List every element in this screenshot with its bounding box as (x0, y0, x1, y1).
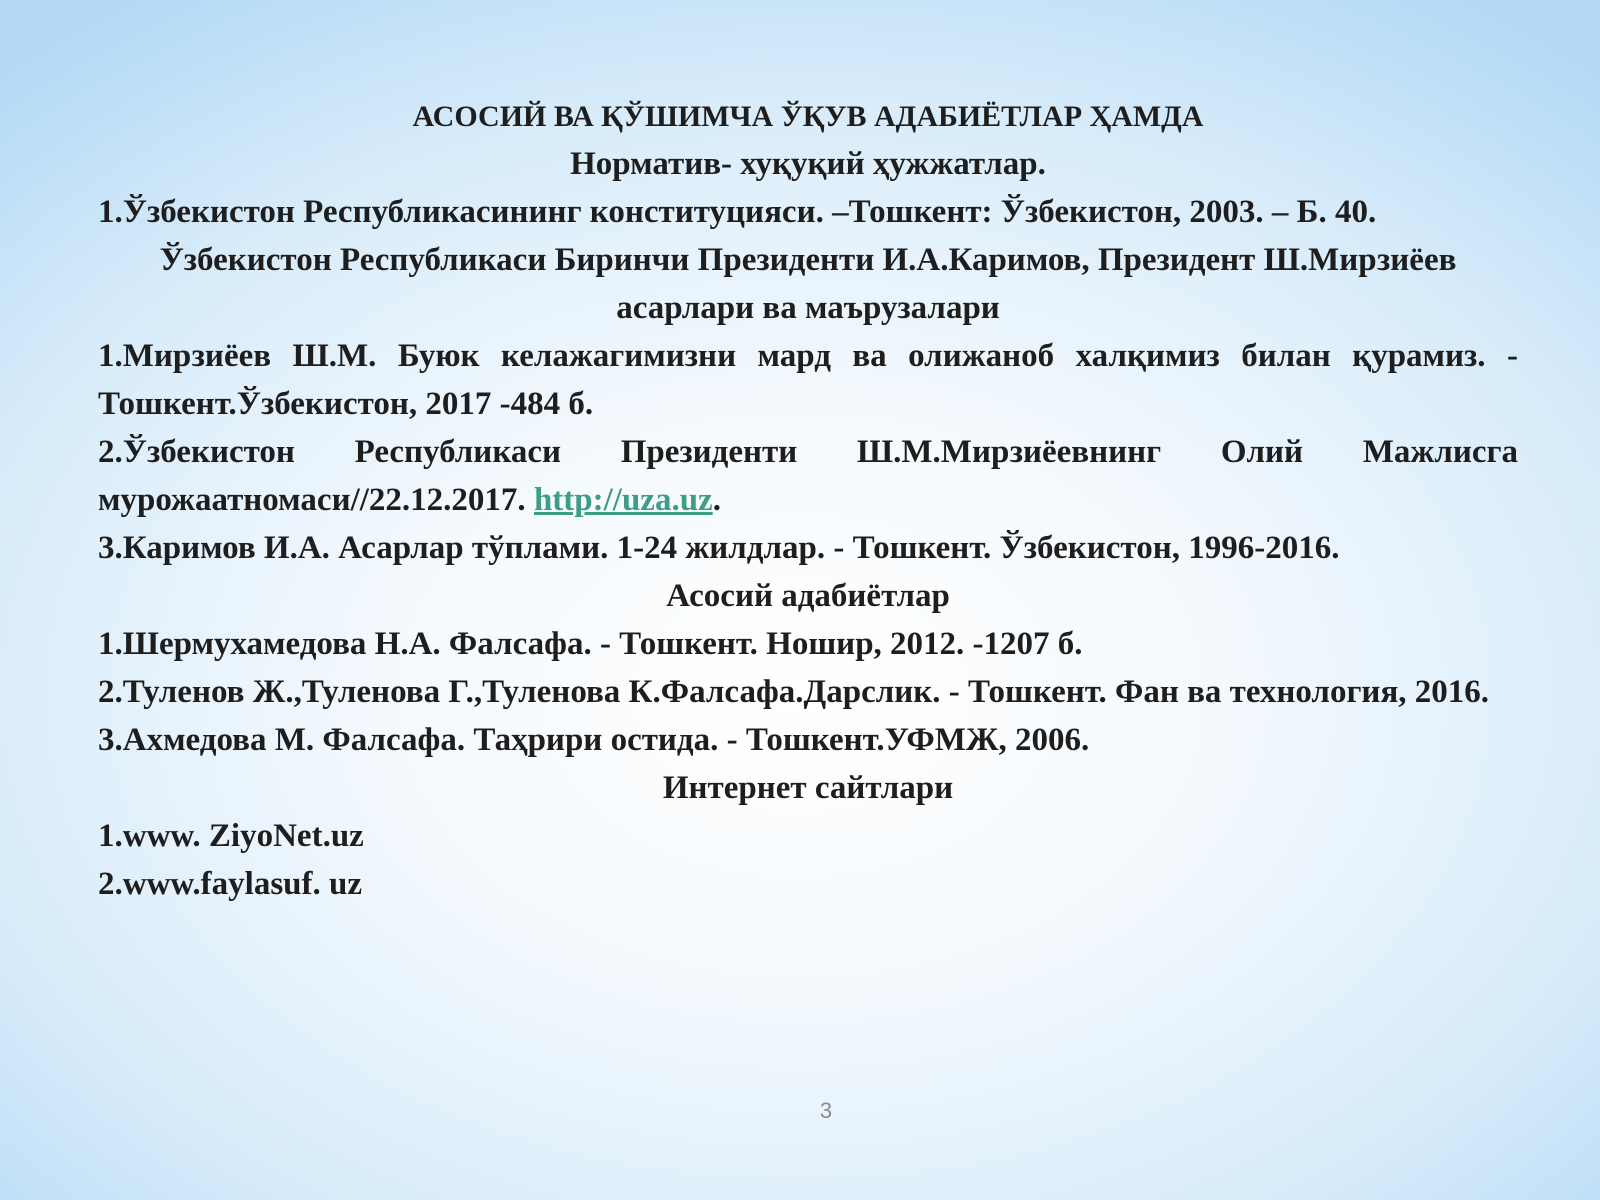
list-item-shermukhamedova: 1.Шермухамедова Н.А. Фалсафа. - Тошкент. Ношир, 2012. -1207 б. (98, 626, 1083, 662)
list-item-tulenov: 2.Туленов Ж.,Туленова Г.,Туленова К.Фалсафа.Дарслик. - Тошкент. Фан ва технология, 2016. (98, 674, 1490, 710)
list-item-address (98, 428, 1518, 524)
list-item-akhmedova: 3.Ахмедова М. Фалсафа. Таҳрири остида. - Тошкент.УФМЖ, 2006. (98, 722, 1090, 758)
list-item-mirziyoyev-book: 1.Мирзиёев Ш.М. Буюк келажагимизни мард ва олижаноб халқимиз билан қурамиз. - Тошкент.Ўзбекистон, 2017 -484 б. (98, 338, 1518, 422)
list-item-faylasuf: 2.www.faylasuf. uz (98, 866, 363, 902)
section-heading-presidential-works: Ўзбекистон Республикаси Биринчи Президенти И.А.Каримов, Президент Ш.Мирзиёев асарлари ва маърузалари (159, 242, 1457, 326)
section-heading-main-literature: Асосий адабиётлар (666, 578, 950, 614)
slide-title: АСОСИЙ ВА ҚЎШИМЧА ЎҚУВ АДАБИЁТЛАР ҲАМДА (412, 100, 1204, 133)
list-item-constitution: 1.Ўзбекистон Республикасининг конституцияси. –Тошкент: Ўзбекистон, 2003. – Б. 40. (98, 194, 1377, 230)
slide-content (98, 94, 1518, 908)
list-item-ziyonet: 1.www. ZiyoNet.uz (98, 818, 364, 854)
address-text: 2.Ўзбекистон Республикаси Президенти Ш.М.Мирзиёевнинг Олий Мажлисга мурожаатномаси//22.12.2017. (98, 434, 1518, 518)
address-end: . (712, 482, 721, 518)
section-heading-normative: Норматив- хуқуқий ҳужжатлар. (570, 146, 1046, 182)
uza-link[interactable]: http://uza.uz (533, 482, 713, 518)
section-heading-internet: Интернет сайтлари (662, 770, 954, 806)
page-number: 3 (819, 1098, 833, 1123)
list-item-karimov-works: 3.Каримов И.А. Асарлар тўплами. 1-24 жилдлар. - Тошкент. Ўзбекистон, 1996-2016. (98, 530, 1340, 566)
